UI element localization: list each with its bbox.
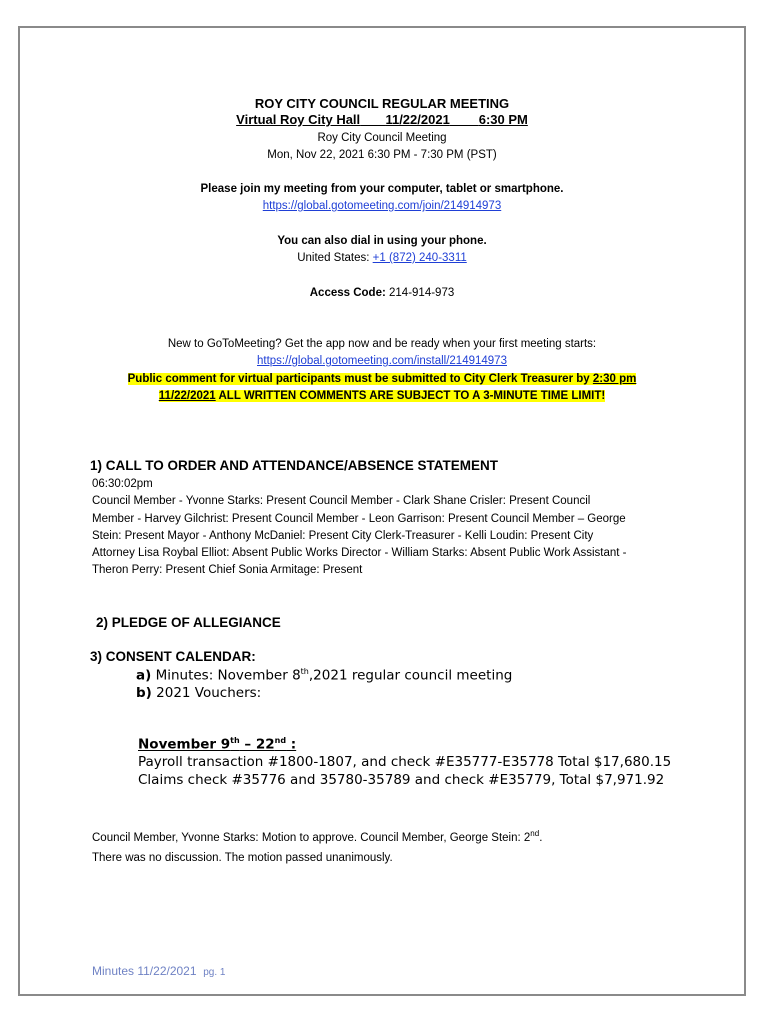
attendance-block xyxy=(92,476,692,580)
meeting-name: Roy City Council Meeting xyxy=(317,132,447,144)
item-b-label: b) xyxy=(136,685,152,701)
meeting-schedule: Mon, Nov 22, 2021 6:30 PM - 7:30 PM (PST) xyxy=(267,149,497,161)
attendance-line: Stein: Present Mayor - Anthony McDaniel: Present City Clerk-Treasurer - Kelli Loudin: Present City xyxy=(92,529,594,542)
section-call-to-order-heading: 1) CALL TO ORDER AND ATTENDANCE/ABSENCE STATEMENT xyxy=(90,458,499,473)
motion-result: There was no discussion. The motion passed unanimously. xyxy=(92,851,393,864)
meeting-date: 11/22/2021 xyxy=(385,112,450,127)
notice-limit: ALL WRITTEN COMMENTS ARE SUBJECT TO A 3-MINUTE TIME LIMIT! xyxy=(218,390,606,402)
page-footer xyxy=(92,964,225,978)
attendance-line: Council Member - Yvonne Starks: Present Council Member - Clark Shane Crisler: Present Council xyxy=(92,495,591,508)
public-comment-notice-line1 xyxy=(20,373,744,385)
dial-prompt: You can also dial in using your phone. xyxy=(277,235,487,247)
motion-line: Council Member, Yvonne Starks: Motion to approve. Council Member, George Stein: 2nd. xyxy=(92,829,543,844)
dial-line xyxy=(20,252,744,264)
notice-time: 2:30 pm xyxy=(592,373,637,385)
attendance-line: Theron Perry: Present Chief Sonia Armitage: Present xyxy=(92,564,363,577)
meeting-subtitle xyxy=(20,112,744,127)
consent-item-b: b) 2021 Vouchers: xyxy=(136,685,262,701)
access-line xyxy=(20,287,744,299)
page-number: pg. 1 xyxy=(203,967,226,978)
payroll-line: Payroll transaction #1800-1807, and check #E35777-E35778 Total $17,680.15 xyxy=(138,754,672,770)
notice-text: Public comment for virtual participants must be submitted to City Clerk Treasurer by xyxy=(127,373,590,385)
new-user-prompt: New to GoToMeeting? Get the app now and be ready when your first meeting starts: xyxy=(167,338,597,350)
venue: Virtual Roy City Hall xyxy=(236,112,361,127)
phone-link[interactable]: +1 (872) 240-3311 xyxy=(372,252,467,264)
notice-date: 11/22/2021 xyxy=(158,390,216,402)
consent-item-a: a) Minutes: November 8th,2021 regular council meeting xyxy=(136,667,513,684)
meeting-title: ROY CITY COUNCIL REGULAR MEETING xyxy=(254,96,510,111)
footer-label: Minutes 11/22/2021 xyxy=(92,964,197,978)
section-consent-heading: 3) CONSENT CALENDAR: xyxy=(90,649,256,664)
attendance-line: Attorney Lisa Roybal Elliot: Absent Public Works Director - William Starks: Absent Public Work Assistant - xyxy=(92,547,627,560)
section-pledge-heading: 2) PLEDGE OF ALLEGIANCE xyxy=(96,615,281,630)
call-time: 06:30:02pm xyxy=(92,478,153,490)
join-link[interactable]: https://global.gotomeeting.com/join/214914973 xyxy=(262,200,502,212)
voucher-period: November 9th – 22nd : xyxy=(138,736,297,753)
claims-line: Claims check #35776 and 35780-35789 and check #E35779, Total $7,971.92 xyxy=(138,772,665,788)
access-code: 214-914-973 xyxy=(389,287,455,299)
join-prompt: Please join my meeting from your computer, tablet or smartphone. xyxy=(200,183,564,195)
document-page xyxy=(18,26,746,996)
motion-block xyxy=(92,824,692,868)
access-label: Access Code: xyxy=(309,287,386,299)
install-link[interactable]: https://global.gotomeeting.com/install/214914973 xyxy=(257,355,507,367)
item-a-label: a) xyxy=(136,667,152,684)
meeting-time: 6:30 PM xyxy=(478,112,528,127)
public-comment-notice-line2 xyxy=(20,390,744,402)
dial-label: United States: xyxy=(297,252,373,264)
attendance-line: Member - Harvey Gilchrist: Present Council Member - Leon Garrison: Present Council Member – George xyxy=(92,512,626,525)
